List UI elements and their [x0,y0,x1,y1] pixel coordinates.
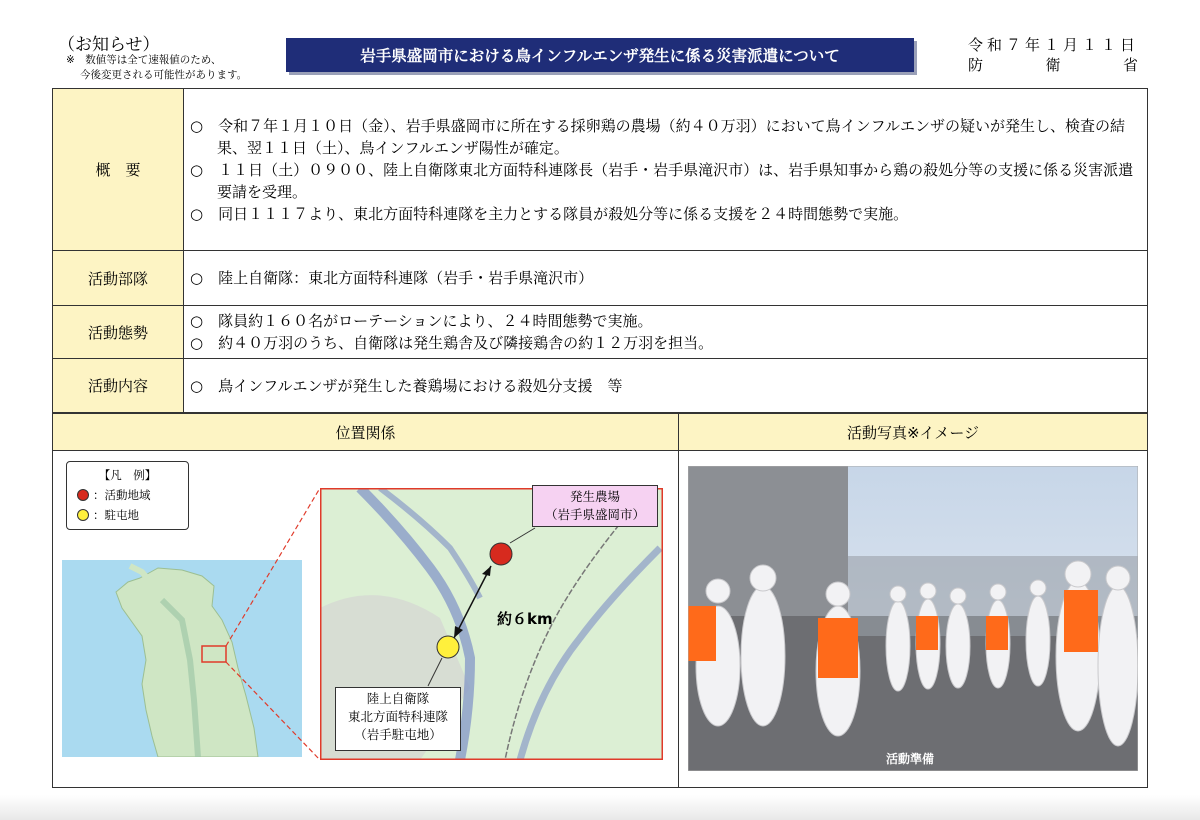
overview-item-2: ○ １１日（土）０９００、陸上自衛隊東北方面特科連隊長（岩手・岩手県滝沢市）は、岩手県知事から鶏の殺処分等の支援に係る災害派遣要請を受理。 [190,160,1134,201]
garrison-callout-line-2: 東北方面特科連隊 [347,709,448,724]
bottom-edge [0,795,1200,820]
legend-title: 【凡 例】 [98,468,157,482]
note-line-1: ※ 数値等は全て速報値のため、 [66,54,222,66]
org-char-1: 防 [968,56,984,74]
garrison-callout [335,687,461,751]
farm-callout-line-1: 発生農場 [569,489,620,504]
activity-photo [688,466,1138,771]
label-posture: 活動態勢 [53,306,184,359]
units-item-1: ○ 陸上自衛隊：東北方面特科連隊（岩手・岩手県滝沢市） [190,269,594,287]
outbreak-farm-marker [490,543,512,565]
overview-item-1: ○ 令和７年１月１０日（金）、岩手県盛岡市に所在する採卵鶏の農場（約４０万羽）において鳥インフルエンザの疑いが発生し、検査の結果、翌１１日（土）、鳥インフルエンザ陽性が確定。 [190,116,1125,157]
legend-yellow-label: ：駐屯地 [93,508,139,522]
legend-red-label: ：活動地域 [93,488,151,502]
posture-item-1: ○ 隊員約１６０名がローテーションにより、２４時間態勢で実施。 [190,312,653,330]
document-title: 岩手県盛岡市における鳥インフルエンザ発生に係る災害派遣について [286,38,914,72]
document-date: 令和７年１月１１日 [968,36,1140,54]
label-overview: 概 要 [53,89,184,251]
content-item-1: ○ 鳥インフルエンザが発生した養鶏場における殺処分支援 等 [190,376,623,395]
photo-heading: 活動写真※イメージ [678,413,1148,451]
label-content: 活動内容 [53,359,184,413]
overview-item-3: ○ 同日１１１７より、東北方面特科連隊を主力とする隊員が殺処分等に係る支援を２４時間態勢で実施。 [190,204,909,223]
org-char-2: 衛 [1045,56,1061,74]
garrison-marker [437,636,459,658]
photo-caption: 活動準備 [886,752,935,766]
posture-item-2: ○ 約４０万羽のうち、自衛隊は発生鶏舎及び隣接鶏舎の約１２万羽を担当。 [190,334,714,352]
label-units: 活動部隊 [53,251,184,306]
org-char-3: 省 [1122,56,1138,74]
note-line-2: 今後変更される可能性があります。 [80,69,248,81]
location-heading: 位置関係 [52,413,679,451]
distance-label: 約６km [497,610,553,628]
notice-heading: （お知らせ） [58,35,160,55]
garrison-callout-line-3: （岩手駐屯地） [354,727,442,742]
garrison-callout-line-1: 陸上自衛隊 [366,691,430,706]
farm-callout [532,485,658,527]
farm-callout-line-2: （岩手県盛岡市） [544,507,645,522]
